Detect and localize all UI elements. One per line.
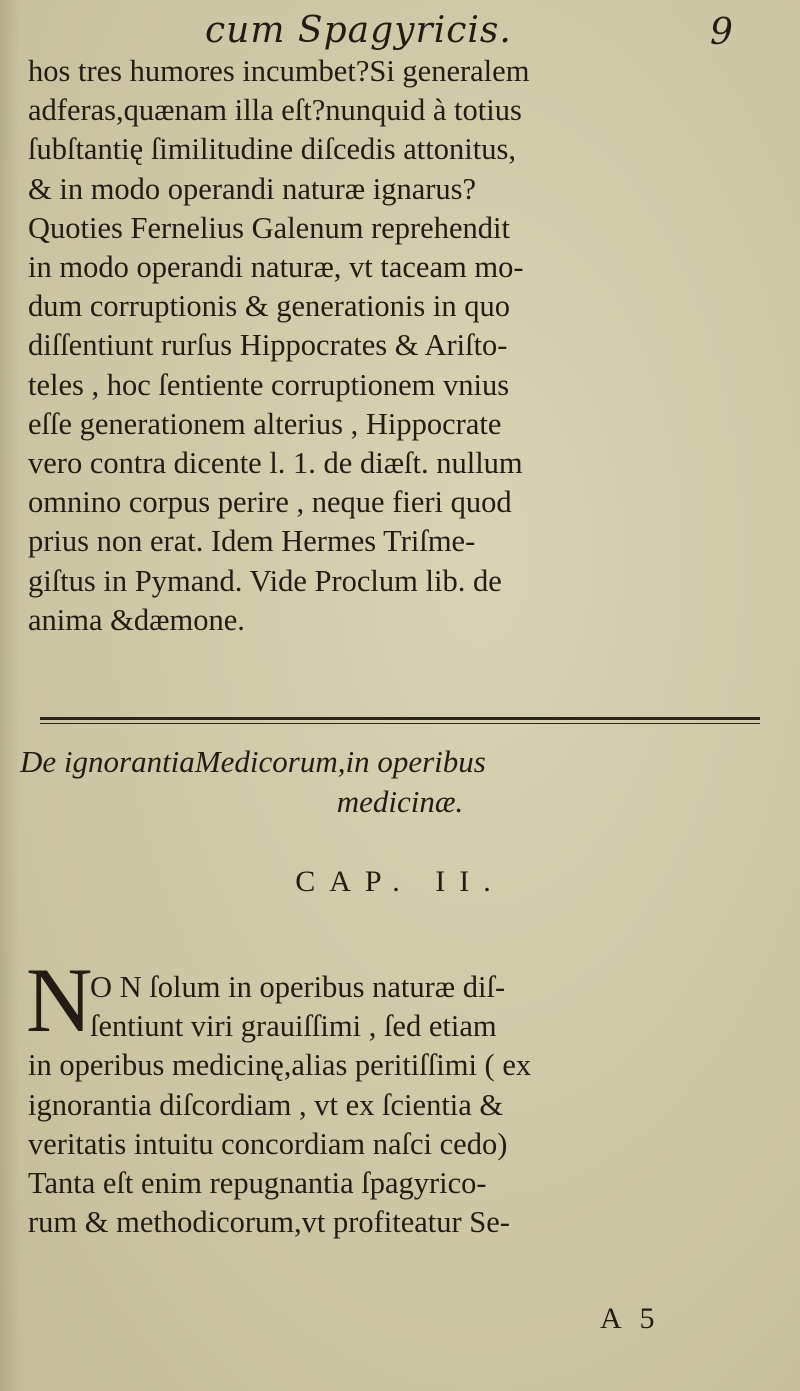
text-line: anima &dæmone.	[28, 602, 245, 637]
chapter-number: CAP. II.	[295, 865, 505, 898]
heading-line: medicinæ.	[336, 784, 464, 819]
running-head: cum Spagyricis.	[205, 10, 512, 51]
text-line: O N ſolum in operibus naturæ diſ-	[90, 970, 506, 1004]
text-line: hos tres humores incumbet?Si generalem	[28, 54, 530, 88]
text-line: vero contra dicente l. 1. de diæſt. nullum	[28, 446, 523, 481]
text-line: Tanta eſt enim repugnantia ſpagyrico-	[28, 1166, 487, 1201]
signature-mark: A 5	[600, 1302, 661, 1335]
text-line: omnino corpus perire , neque fieri quod	[28, 485, 512, 520]
text-line: dum corruptionis & generationis in quo	[28, 289, 510, 324]
gutter-shadow	[0, 0, 20, 1391]
text-line: giſtus in Pymand. Vide Proclum lib. de	[28, 563, 502, 598]
paragraph-1	[28, 52, 778, 640]
paragraph-2	[28, 968, 778, 1242]
text-line: rum & methodicorum,vt profiteatur Se-	[28, 1205, 510, 1240]
text-line: in modo operandi naturæ, vt taceam mo-	[28, 250, 524, 285]
text-line: diſſentiunt rurſus Hippocrates & Ariſto-	[28, 328, 508, 363]
text-line: adferas,quænam illa eſt?nunquid à totius	[28, 93, 522, 128]
text-line: & in modo operandi naturæ ignarus?	[28, 171, 477, 206]
section-heading-continued	[40, 782, 760, 822]
text-line: ſubſtantię ſimilitudine diſcedis attonitus,	[28, 132, 516, 167]
text-line: prius non erat. Idem Hermes Triſme-	[28, 524, 476, 559]
text-line: ſentiunt viri grauiſſimi , ſed etiam	[90, 1009, 497, 1044]
text-line: veritatis intuitu concordiam naſci cedo)	[28, 1126, 508, 1161]
text-line: Quoties Fernelius Galenum reprehendit	[28, 210, 510, 245]
text-line: ignorantia diſcordiam , vt ex ſcientia &	[28, 1087, 504, 1122]
text-line: teles , hoc ſentiente corruptionem vnius	[28, 367, 510, 402]
page-number: 9	[710, 12, 733, 53]
heading-line: De ignorantiaMedicorum,in operibus	[20, 744, 486, 779]
section-heading	[20, 742, 740, 782]
section-divider	[40, 717, 760, 724]
drop-cap: N	[26, 949, 93, 1051]
text-line: eſſe generationem alterius , Hippocrate	[28, 406, 502, 441]
text-line: in operibus medicinę,alias peritiſſimi ( ex	[28, 1048, 532, 1083]
